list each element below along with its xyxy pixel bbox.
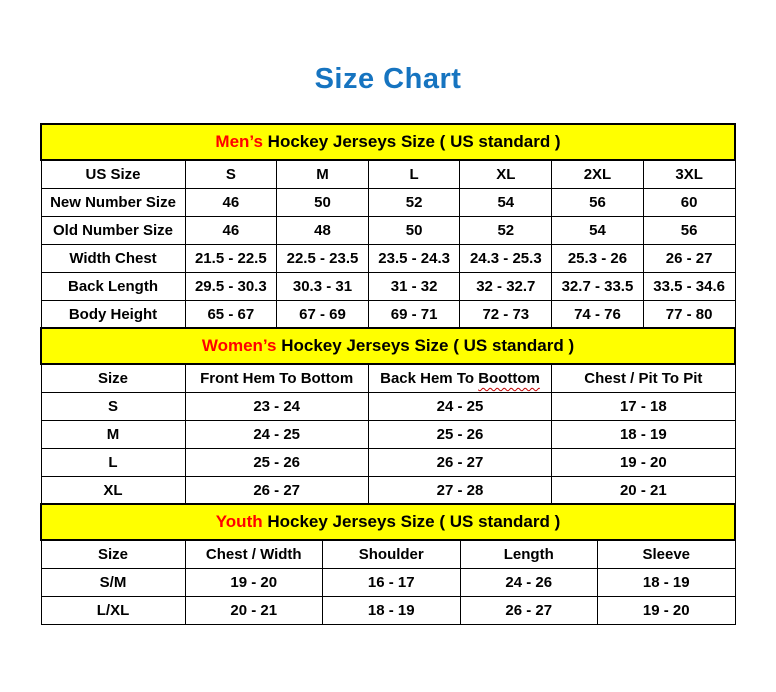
- size-value-cell: 24 - 25: [368, 393, 551, 421]
- size-value-cell: 24 - 26: [460, 569, 598, 597]
- column-header: L: [368, 160, 460, 189]
- row-label: New Number Size: [41, 189, 185, 217]
- size-value-cell: 25 - 26: [368, 421, 551, 449]
- column-header: US Size: [41, 160, 185, 189]
- row-label: Old Number Size: [41, 217, 185, 245]
- womens-section-banner: [41, 328, 735, 364]
- size-value-cell: 32 - 32.7: [460, 273, 552, 301]
- size-value-cell: 29.5 - 30.3: [185, 273, 277, 301]
- size-value-cell: 26 - 27: [185, 477, 368, 505]
- page-title: Size Chart: [314, 63, 462, 95]
- row-label: S/M: [41, 569, 185, 597]
- column-header: XL: [460, 160, 552, 189]
- size-value-cell: 74 - 76: [552, 301, 644, 329]
- table-row: [41, 273, 735, 301]
- size-value-cell: 18 - 19: [598, 569, 736, 597]
- column-header: Back Hem To Boottom: [368, 364, 551, 393]
- size-value-cell: 27 - 28: [368, 477, 551, 505]
- table-row: [41, 301, 735, 329]
- section-title-text: Hockey Jerseys Size ( US standard ): [276, 336, 575, 355]
- size-value-cell: 26 - 27: [643, 245, 735, 273]
- size-value-cell: 69 - 71: [368, 301, 460, 329]
- size-value-cell: 30.3 - 31: [277, 273, 369, 301]
- column-header: Size: [41, 540, 185, 569]
- size-value-cell: 23.5 - 24.3: [368, 245, 460, 273]
- row-label: S: [41, 393, 185, 421]
- table-row: [41, 477, 735, 505]
- size-value-cell: 20 - 21: [185, 597, 323, 625]
- size-value-cell: 25.3 - 26: [552, 245, 644, 273]
- size-value-cell: 72 - 73: [460, 301, 552, 329]
- size-value-cell: 48: [277, 217, 369, 245]
- column-header: S: [185, 160, 277, 189]
- size-tables-container: [40, 123, 736, 625]
- row-label: Body Height: [41, 301, 185, 329]
- size-value-cell: 19 - 20: [598, 597, 736, 625]
- column-header: Front Hem To Bottom: [185, 364, 368, 393]
- row-label: Width Chest: [41, 245, 185, 273]
- size-value-cell: 60: [643, 189, 735, 217]
- size-value-cell: 50: [368, 217, 460, 245]
- table-row: [41, 597, 735, 625]
- mens-size-table: [40, 123, 736, 329]
- size-value-cell: 26 - 27: [368, 449, 551, 477]
- misspelled-word: Boottom: [478, 370, 540, 387]
- womens-size-table: [40, 327, 736, 505]
- column-header: Chest / Width: [185, 540, 323, 569]
- size-value-cell: 26 - 27: [460, 597, 598, 625]
- column-header: M: [277, 160, 369, 189]
- size-value-cell: 56: [643, 217, 735, 245]
- row-label: XL: [41, 477, 185, 505]
- section-category-label: Youth: [215, 512, 263, 531]
- row-label: L/XL: [41, 597, 185, 625]
- section-category-label: Women’s: [201, 336, 277, 355]
- size-value-cell: 25 - 26: [185, 449, 368, 477]
- table-row: [41, 449, 735, 477]
- table-row: [41, 393, 735, 421]
- size-value-cell: 77 - 80: [643, 301, 735, 329]
- size-value-cell: 54: [460, 189, 552, 217]
- row-label: Back Length: [41, 273, 185, 301]
- size-value-cell: 31 - 32: [368, 273, 460, 301]
- size-value-cell: 56: [552, 189, 644, 217]
- youth-size-table: [40, 503, 736, 625]
- section-title-text: Hockey Jerseys Size ( US standard ): [262, 512, 561, 531]
- column-header: 3XL: [643, 160, 735, 189]
- column-header: 2XL: [552, 160, 644, 189]
- size-value-cell: 17 - 18: [552, 393, 735, 421]
- size-value-cell: 52: [460, 217, 552, 245]
- size-value-cell: 50: [277, 189, 369, 217]
- mens-section-banner: [41, 124, 735, 160]
- row-label: M: [41, 421, 185, 449]
- table-row: [41, 189, 735, 217]
- size-value-cell: 52: [368, 189, 460, 217]
- column-header: Sleeve: [598, 540, 736, 569]
- column-header: Shoulder: [323, 540, 461, 569]
- table-row: [41, 569, 735, 597]
- size-value-cell: 65 - 67: [185, 301, 277, 329]
- size-value-cell: 18 - 19: [552, 421, 735, 449]
- size-value-cell: 20 - 21: [552, 477, 735, 505]
- youth-section-banner: [41, 504, 735, 540]
- column-header: Chest / Pit To Pit: [552, 364, 735, 393]
- size-value-cell: 23 - 24: [185, 393, 368, 421]
- size-value-cell: 67 - 69: [277, 301, 369, 329]
- size-value-cell: 21.5 - 22.5: [185, 245, 277, 273]
- section-title-text: Hockey Jerseys Size ( US standard ): [262, 132, 561, 151]
- row-label: L: [41, 449, 185, 477]
- size-value-cell: 46: [185, 189, 277, 217]
- size-value-cell: 46: [185, 217, 277, 245]
- size-value-cell: 32.7 - 33.5: [552, 273, 644, 301]
- size-value-cell: 16 - 17: [323, 569, 461, 597]
- column-header: Size: [41, 364, 185, 393]
- table-row: [41, 217, 735, 245]
- size-value-cell: 22.5 - 23.5: [277, 245, 369, 273]
- size-value-cell: 18 - 19: [323, 597, 461, 625]
- size-value-cell: 54: [552, 217, 644, 245]
- size-value-cell: 33.5 - 34.6: [643, 273, 735, 301]
- size-value-cell: 24 - 25: [185, 421, 368, 449]
- table-row: [41, 421, 735, 449]
- size-value-cell: 24.3 - 25.3: [460, 245, 552, 273]
- size-value-cell: 19 - 20: [185, 569, 323, 597]
- table-row: [41, 245, 735, 273]
- size-value-cell: 19 - 20: [552, 449, 735, 477]
- column-header: Length: [460, 540, 598, 569]
- section-category-label: Men’s: [215, 132, 263, 151]
